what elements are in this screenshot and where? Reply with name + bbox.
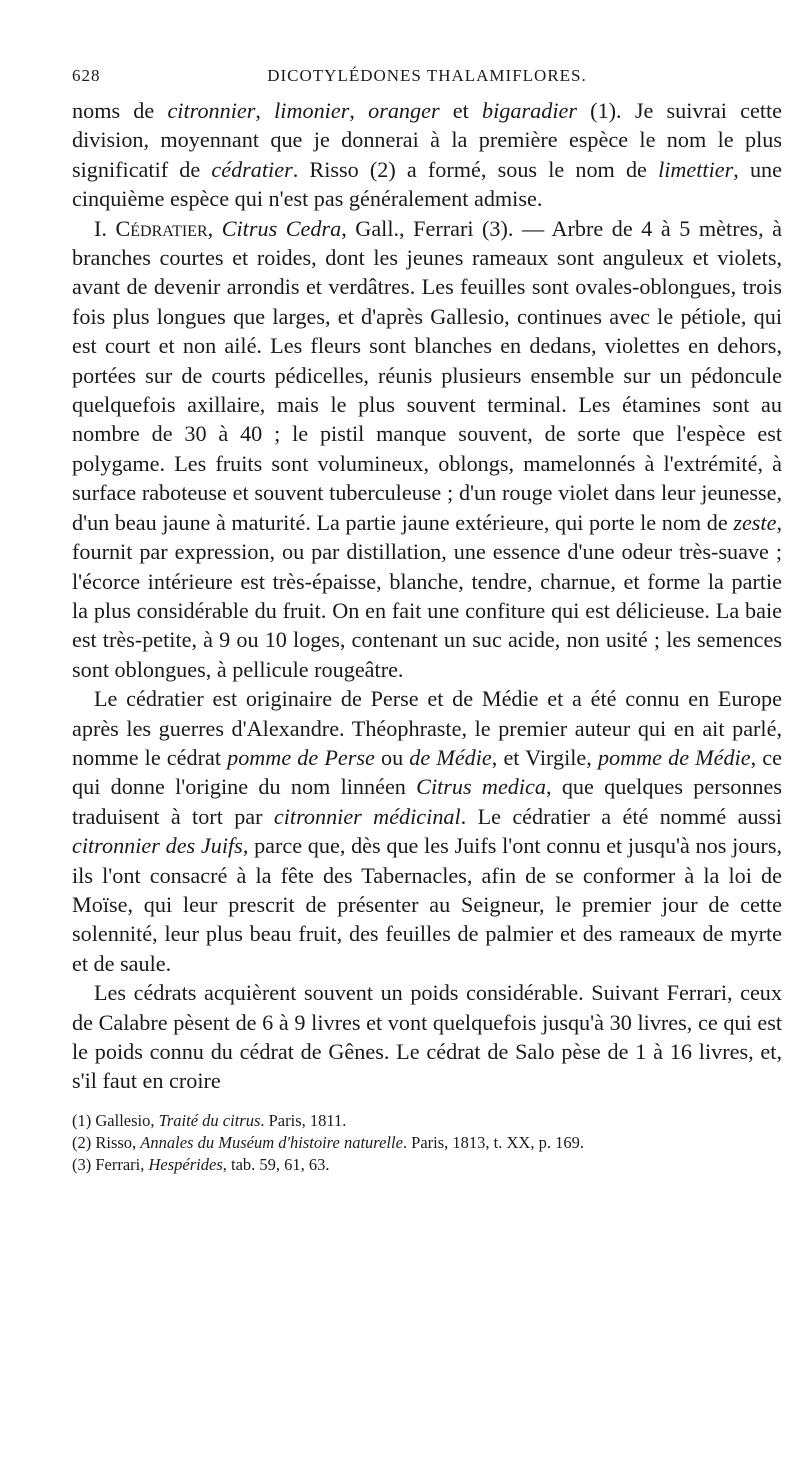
species-latin-name: Citrus Cedra xyxy=(221,215,342,241)
page-header xyxy=(72,66,782,86)
paragraph-1: noms de citronnier, limonier, oranger et bigaradier (1). Je suivrai cette division, moyennant que je donnerai à la première espèce le nom le plus significatif de cédratier. Risso (2) a formé, sous le nom de limettier, une cinquième espèce qui n'est pas généralement admise. xyxy=(72,98,782,212)
term-oranger: oranger xyxy=(368,98,440,123)
term-citronnier: citronnier xyxy=(167,98,256,123)
term-citronnier-des-juifs: citronnier des Juifs xyxy=(72,833,243,859)
paragraph-4: Les cédrats acquièrent souvent un poids considérable. Suivant Ferrari, ceux de Calabre pèsent de 6 à 9 livres et vont quelquefois jusqu'à 30 livres, ce qui est le poids connu du cédrat de Gênes. Le cédrat de Salo pèse de 1 à 16 livres, et, s'il faut en croire xyxy=(72,980,782,1094)
term-de-medie: de Médie xyxy=(409,744,492,770)
term-bigaradier: bigaradier xyxy=(482,98,577,123)
paragraph-2: I. Cédratier, Citrus Cedra, Gall., Ferrari (3). — Arbre de 4 à 5 mètres, à branches courtes et roides, dont les jeunes rameaux sont anguleux et violets, avant de devenir arrondis et verdâtres. Les feuilles sont ovales-oblongues, trois fois plus longues que larges, et d'après Gallesio, continues avec le pétiole, qui est court et non ailé. Les fleurs sont blanches en dedans, violettes en dehors, portées sur de courts pédicelles, réunis plusieurs ensemble sur un pédoncule quelquefois axillaire, mais le plus souvent terminal. Les étamines sont au nombre de 30 à 40 ; le pistil manque souvent, de sorte que l'espèce est polygame. Les fruits sont volumineux, oblongs, mamelonnés à l'extrémité, à surface raboteuse et souvent tuberculeuse ; d'un rouge violet dans leur jeunesse, d'un beau jaune à maturité. La partie jaune extérieure, qui porte le nom de zeste, fournit par expression, ou par distillation, une essence d'une odeur très-suave ; l'écorce intérieure est très-épaisse, blanche, tendre, charnue, et forme la partie la plus considérable du fruit. On en fait une confiture qui est délicieuse. La baie est très-petite, à 9 ou 10 loges, contenant un suc acide, non usité ; les semences sont oblongues, à pellicule rougeâtre. xyxy=(72,215,783,682)
footnote-2: (2) Risso, Annales du Muséum d'histoire naturelle. Paris, 1813, t. XX, p. 169. xyxy=(72,1132,584,1152)
footnotes xyxy=(72,1110,782,1176)
term-pomme-de-medie: pomme de Médie xyxy=(597,744,751,770)
running-title: DICOTYLÉDONES THALAMIFLORES. xyxy=(267,66,587,85)
species-heading: Cédratier xyxy=(115,215,208,241)
term-limonier: limonier xyxy=(274,98,350,123)
page-number: 628 xyxy=(72,66,101,85)
term-limettier: limettier xyxy=(658,156,734,182)
term-zeste: zeste xyxy=(733,509,777,535)
term-pomme-de-perse: pomme de Perse xyxy=(227,744,375,770)
body-text xyxy=(72,96,782,1096)
footnote-3: (3) Ferrari, Hespérides, tab. 59, 61, 63. xyxy=(72,1154,330,1174)
term-citronnier-medicinal: citronnier médicinal xyxy=(273,803,461,829)
term-cedratier: cédratier xyxy=(211,156,293,182)
paragraph-3: Le cédratier est originaire de Perse et de Médie et a été connu en Europe après les guerres d'Alexandre. Théophraste, le premier auteur qui en ait parlé, nomme le cédrat pomme de Perse ou de Médie, et Virgile, pomme de Médie, ce qui donne l'origine du nom linnéen Citrus medica, que quelques personnes traduisent à tort par citronnier médicinal. Le cédratier a été nommé aussi citronnier des Juifs, parce que, dès que les Juifs l'ont connu et jusqu'à nos jours, ils l'ont consacré à la fête des Tabernacles, afin de se conformer à la loi de Moïse, qui leur prescrit de présenter au Seigneur, le premier jour de cette solennité, leur plus beau fruit, des feuilles de palmier et des rameaux de myrte et de saule. xyxy=(72,686,782,976)
footnote-1: (1) Gallesio, Traité du citrus. Paris, 1811. xyxy=(72,1110,347,1130)
term-citrus-medica: Citrus medica xyxy=(416,774,546,800)
